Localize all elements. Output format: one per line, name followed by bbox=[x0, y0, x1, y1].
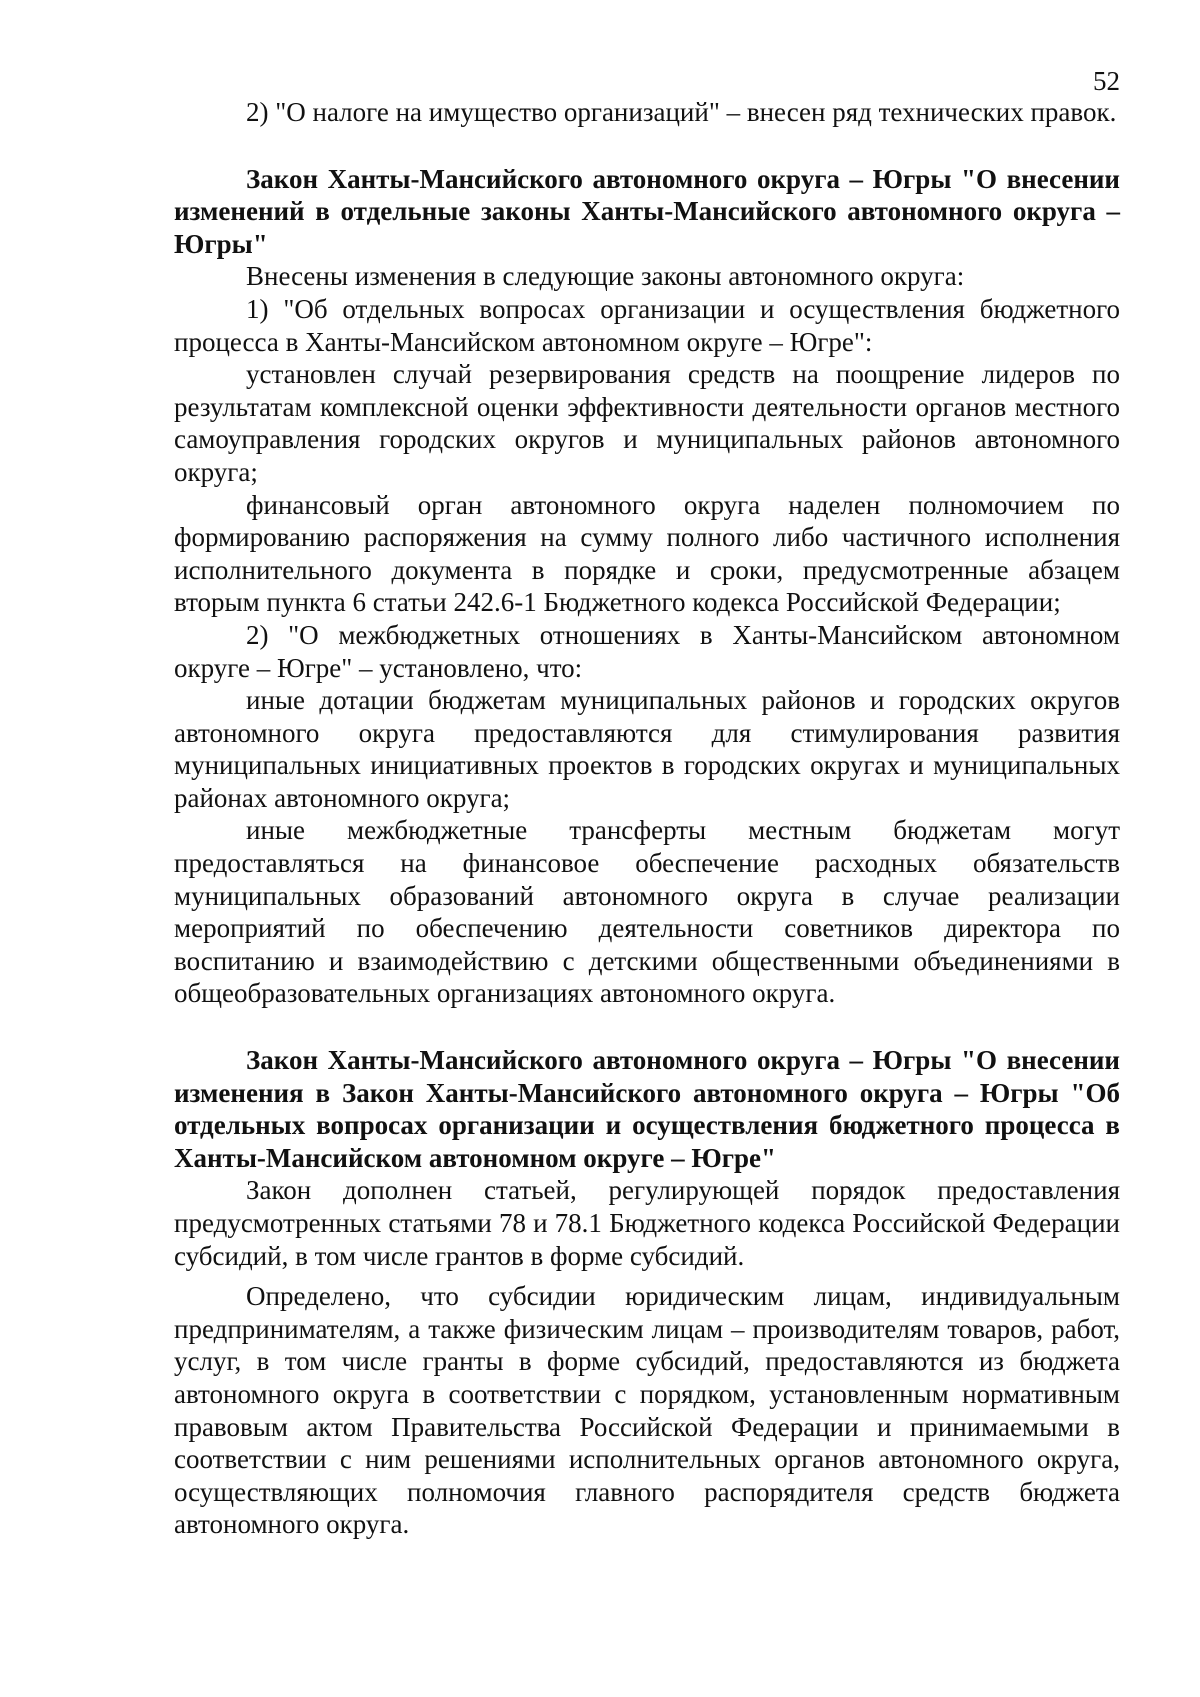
page-number: 52 bbox=[1093, 66, 1120, 96]
section-1-paragraph: иные межбюджетные трансферты местным бюджетам могут предоставляться на финансовое обеспечение расходных обязательств муниципальных образований автономного округа в случае реализации мероприятий по обеспечению деятельности советников директора по воспитанию и взаимодействию с детскими общественными объединениями в общеобразовательных организациях автономного округа. bbox=[174, 815, 1120, 1009]
section-1-paragraph: 2) "О межбюджетных отношениях в Ханты-Мансийском автономном округе – Югре" – установлено, что: bbox=[174, 619, 1120, 683]
section-gap bbox=[174, 1010, 1120, 1044]
section-1-paragraph: Внесены изменения в следующие законы автономного округа: bbox=[246, 261, 965, 292]
section-1-paragraph: финансовый орган автономного округа наделен полномочием по формированию распоряжения на сумму полного либо частичного исполнения исполнительного документа в порядке и сроки, предусмотренные абзацем вторым пункта 6 статьи 242.6-1 Бюджетного кодекса Российской Федерации; bbox=[174, 489, 1120, 618]
section-2-paragraph: Закон дополнен статьей, регулирующей порядок предоставления предусмотренных статьями 78 и 78.1 Бюджетного кодекса Российской Федерации субсидий, в том числе грантов в форме субсидий. bbox=[174, 1175, 1120, 1271]
intro-item-2: 2) "О налоге на имущество организаций" – внесен ряд технических правок. bbox=[246, 97, 1117, 127]
section-1-title: Закон Ханты-Мансийского автономного округа – Югры "О внесении изменений в отдельные законы Ханты-Мансийского автономного округа – Югры" bbox=[174, 163, 1120, 259]
section-2-paragraph: Определено, что субсидии юридическим лицам, индивидуальным предпринимателям, а также физическим лицам – производителям товаров, работ, услуг, в том числе гранты в форме субсидий, предоставляются из бюджета автономного округа в соответствии с порядком, установленным нормативным правовым актом Правительства Российской Федерации и принимаемыми в соответствии с ним решениями исполнительных органов автономного округа, осуществляющих полномочия главного распорядителя средств бюджета автономного округа. bbox=[174, 1281, 1120, 1540]
section-1-paragraph: иные дотации бюджетам муниципальных районов и городских округов автономного округа предоставляются для стимулирования развития муниципальных инициативных проектов в городских округах и муниципальных районах автономного округа; bbox=[174, 685, 1120, 813]
section-1-paragraph: 1) "Об отдельных вопросах организации и осуществления бюджетного процесса в Ханты-Мансийском автономном округе – Югре": bbox=[174, 293, 1120, 357]
section-gap bbox=[174, 129, 1120, 163]
document-body bbox=[174, 96, 1120, 1541]
paragraph-gap bbox=[174, 1272, 1120, 1280]
section-2-title: Закон Ханты-Мансийского автономного округа – Югры "О внесении изменения в Закон Ханты-Мансийского автономного округа – Югры "Об отдельных вопросах организации и осуществления бюджетного процесса в Ханты-Мансийском автономном округе – Югре" bbox=[174, 1045, 1120, 1173]
section-1-paragraph: установлен случай резервирования средств на поощрение лидеров по результатам комплексной оценки эффективности деятельности органов местного самоуправления городских округов и муниципальных районов автономного округа; bbox=[174, 359, 1120, 487]
